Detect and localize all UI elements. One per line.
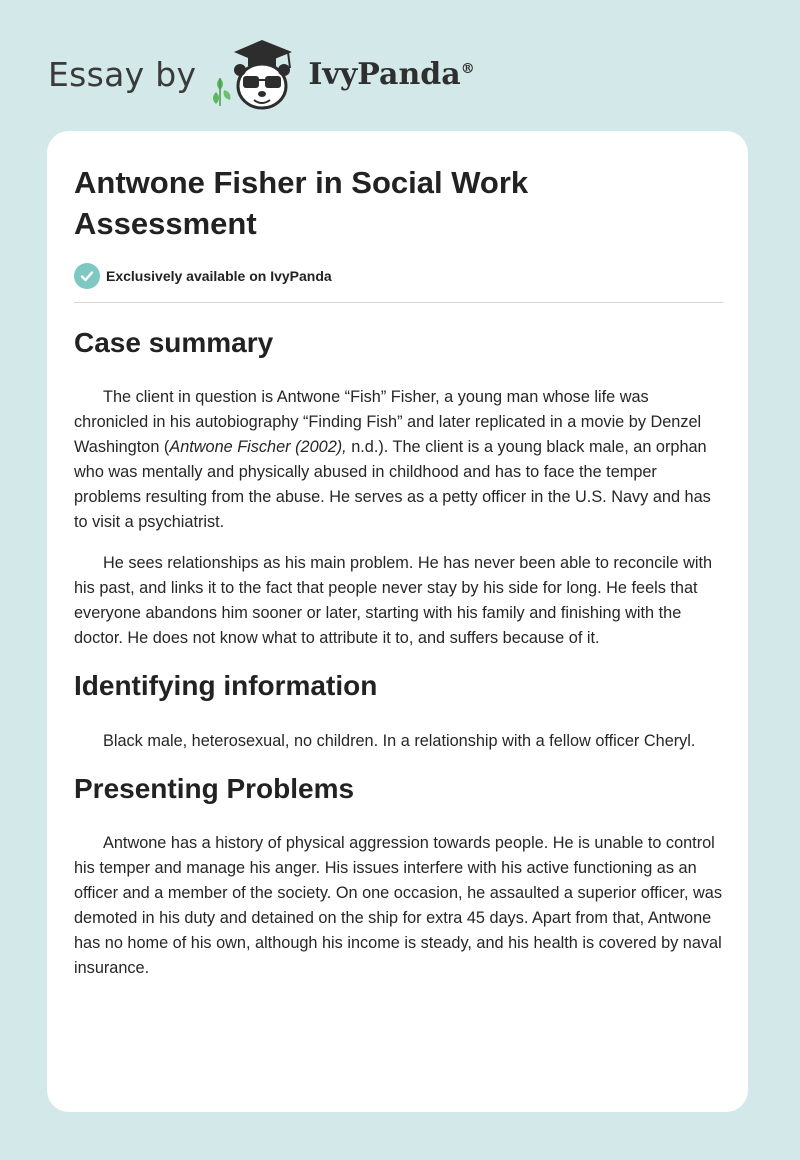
citation-title: Antwone Fischer (2002), <box>169 438 347 456</box>
essay-card <box>47 131 748 1112</box>
divider <box>74 302 723 303</box>
panda-logo-icon[interactable] <box>210 34 302 114</box>
checkmark-icon <box>74 263 100 289</box>
paragraph <box>74 385 723 535</box>
site-header <box>48 34 475 114</box>
exclusive-badge <box>74 263 332 289</box>
paragraph: Black male, heterosexual, no children. In a relationship with a fellow officer Cheryl. <box>103 732 696 750</box>
section-heading-identifying-information: Identifying information <box>74 670 378 701</box>
registered-mark: ® <box>460 60 475 77</box>
brand-label: IvyPanda <box>308 56 461 92</box>
brand-name[interactable] <box>308 57 474 92</box>
page-title: Antwone Fisher in Social Work Assessment <box>74 165 529 241</box>
paragraph: Antwone has a history of physical aggression towards people. He is unable to control his temper and manage his anger. His issues interfere with his active functioning as an officer and a member of the society. On one occasion, he assaulted a superior officer, was demoted in his duty and detained on the ship for extra 45 days. Apart from that, Antwone has no home of his own, although his income is steady, and his health is covered by naval insurance. <box>74 834 722 977</box>
essay-by-label: Essay by <box>48 54 197 94</box>
section-heading-case-summary: Case summary <box>74 327 274 358</box>
paragraph-text: The client in question is Antwone “Fish” Fisher, a young man whose life was chronicled in his autobiography “Finding Fish” and later replicated in a movie by Denzel Washington ( <box>74 388 702 456</box>
exclusive-badge-label: Exclusively available on IvyPanda <box>106 268 332 284</box>
section-heading-presenting-problems: Presenting Problems <box>74 773 355 804</box>
paragraph-text: n.d.). The client is a young black male, an orphan who was mentally and physically abused in childhood and has to face the temper problems resulting from the abuse. He serves as a petty officer in the U.S. Navy and has to visit a psychiatrist. <box>74 438 711 531</box>
paragraph: He sees relationships as his main problem. He has never been able to reconcile with his past, and links it to the fact that people never stay by his side for long. He feels that everyone abandons him sooner or later, starting with his family and finishing with the doctor. He does not know what to attribute it to, and suffers because of it. <box>74 554 713 647</box>
